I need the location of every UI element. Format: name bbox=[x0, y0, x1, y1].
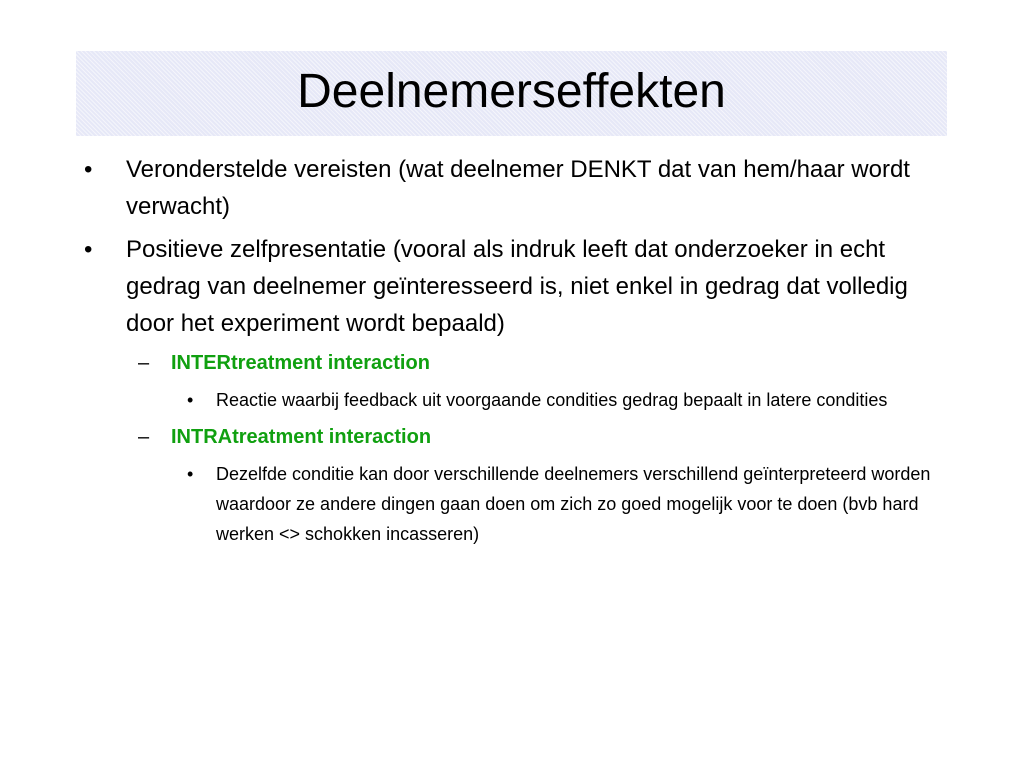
sub-sub-item bbox=[84, 385, 954, 415]
bullet-item bbox=[84, 231, 954, 342]
bullet-text: Veronderstelde vereisten (wat deelnemer DENKT dat van hem/haar wordt verwacht) bbox=[126, 156, 910, 220]
bullet-icon: • bbox=[187, 390, 194, 410]
bullet-icon: • bbox=[84, 156, 93, 183]
sub-sub-item-text: Reactie waarbij feedback uit voorgaande condities gedrag bepaalt in latere condities bbox=[216, 390, 888, 410]
bullet-text: Positieve zelfpresentatie (vooral als indruk leeft dat onderzoeker in echt gedrag van deelnemer geïnteresseerd is, niet enkel in gedrag dat volledig door het experiment wordt bepaald) bbox=[126, 236, 908, 337]
slide-content bbox=[84, 151, 954, 556]
sub-item bbox=[84, 348, 954, 378]
dash-icon: – bbox=[138, 352, 150, 374]
dash-icon: – bbox=[138, 426, 150, 448]
sub-item-label: INTERtreatment interaction bbox=[171, 352, 430, 374]
slide-title: Deelnemerseffekten bbox=[297, 65, 726, 118]
bullet-icon: • bbox=[187, 464, 194, 484]
bullet-icon: • bbox=[84, 236, 93, 263]
bullet-item bbox=[84, 151, 954, 225]
title-band bbox=[76, 51, 947, 136]
sub-sub-item bbox=[84, 459, 954, 549]
sub-item bbox=[84, 422, 954, 452]
sub-item-label: INTRAtreatment interaction bbox=[171, 426, 432, 448]
sub-sub-item-text: Dezelfde conditie kan door verschillende deelnemers verschillend geïnterpreteerd worden waardoor ze andere dingen gaan doen om zich zo goed mogelijk voor te doen (bvb hard werken <> schokken incasseren) bbox=[216, 464, 931, 544]
